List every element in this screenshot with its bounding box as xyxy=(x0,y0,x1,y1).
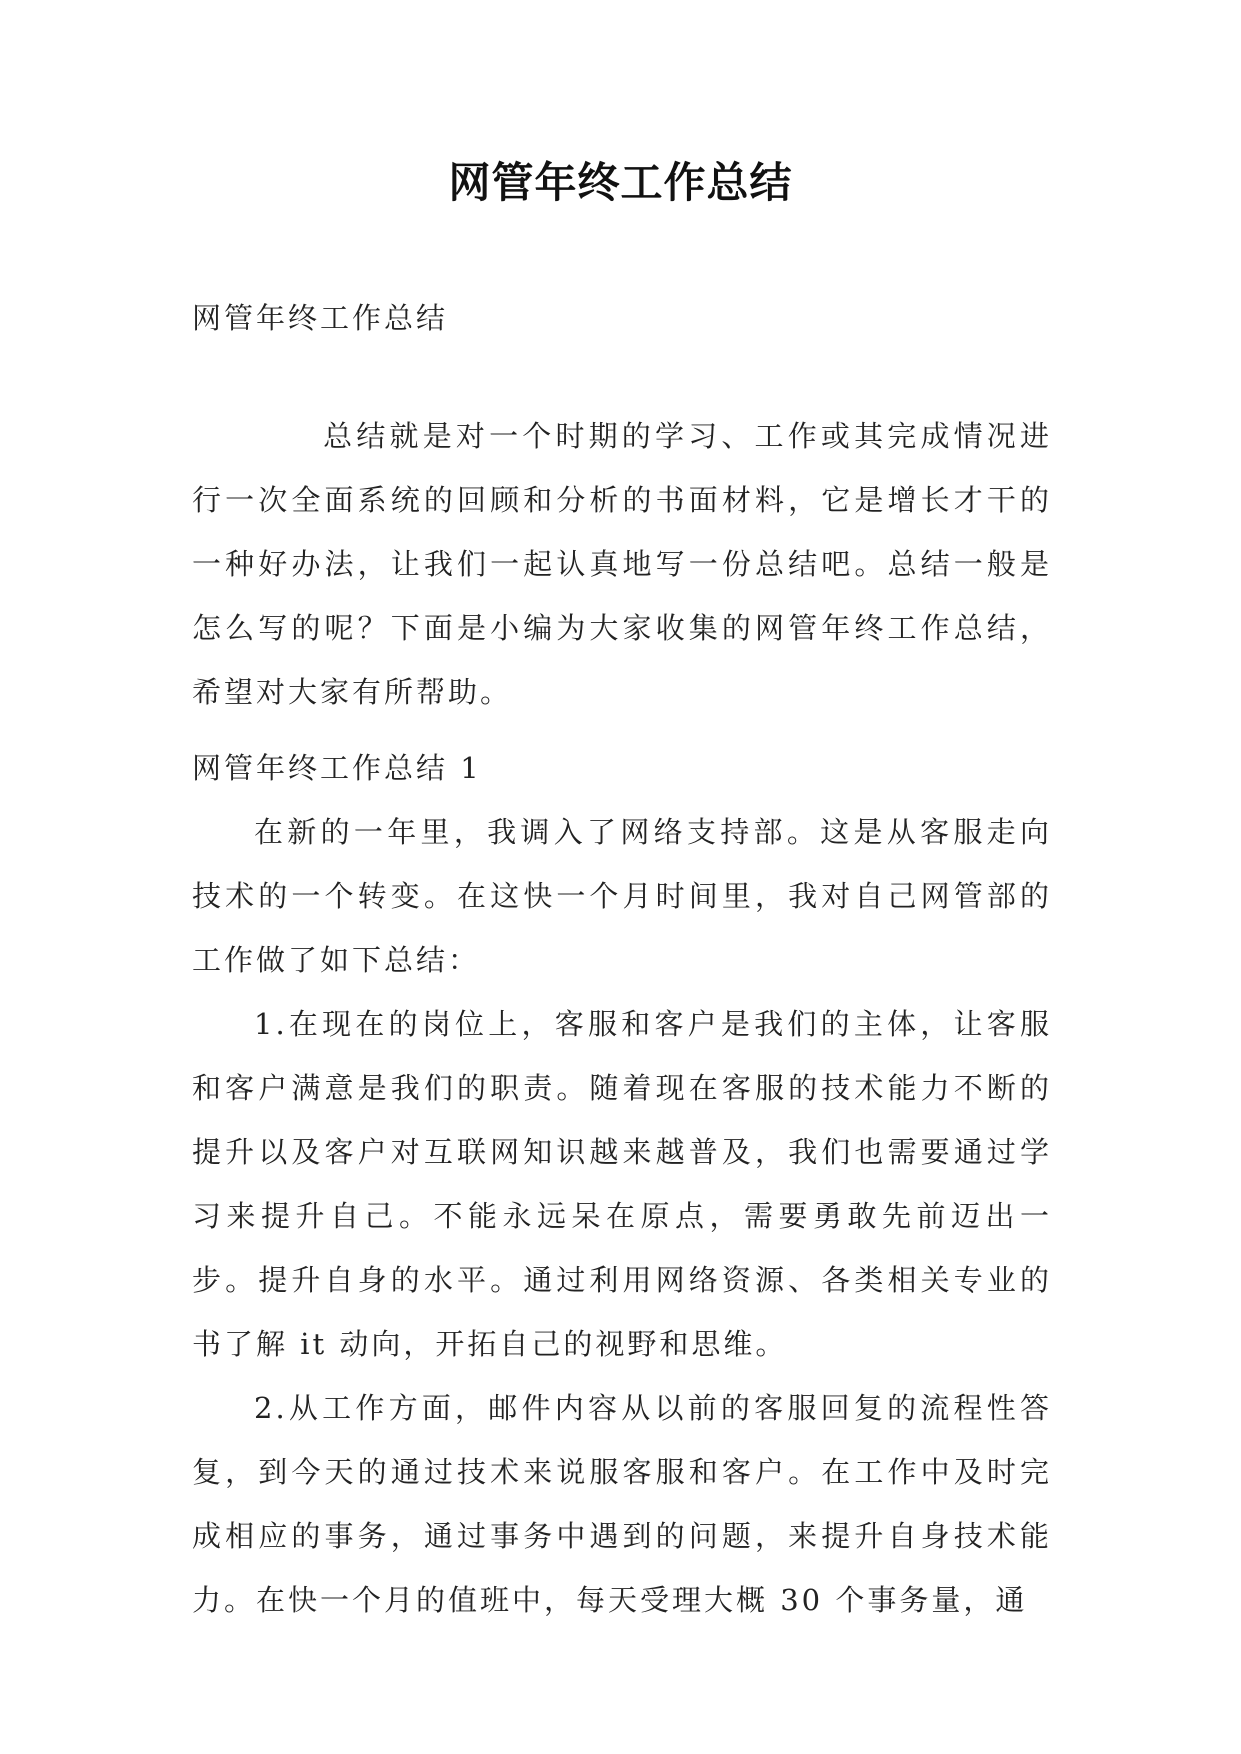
body-paragraph: 在新的一年里，我调入了网络支持部。这是从客服走向技术的一个转变。在这快一个月时间里，我对自己网管部的工作做了如下总结： xyxy=(192,815,1052,977)
intro-paragraph xyxy=(192,404,1052,724)
intro-text: 总结就是对一个时期的学习、工作或其完成情况进行一次全面系统的回顾和分析的书面材料，它是增长才干的一种好办法，让我们一起认真地写一份总结吧。总结一般是怎么写的呢？下面是小编为大家收集的网管年终工作总结，希望对大家有所帮助。 xyxy=(192,419,1052,709)
document-subtitle: 网管年终工作总结 xyxy=(192,301,449,335)
body-paragraph: 1.在现在的岗位上，客服和客户是我们的主体，让客服和客户满意是我们的职责。随着现在客服的技术能力不断的提升以及客户对互联网知识越来越普及，我们也需要通过学习来提升自己。不能永远呆在原点，需要勇敢先前迈出一步。提升自身的水平。通过利用网络资源、各类相关专业的书了解 it 动向，开拓自己的视野和思维。 xyxy=(192,1007,1052,1361)
document-title: 网管年终工作总结 xyxy=(448,158,793,207)
section-title: 网管年终工作总结 1 xyxy=(192,751,482,785)
section-body xyxy=(192,800,1052,1632)
body-paragraph: 2.从工作方面，邮件内容从以前的客服回复的流程性答复，到今天的通过技术来说服客服和客户。在工作中及时完成相应的事务，通过事务中遇到的问题，来提升自身技术能力。在快一个月的值班中，每天受理大概 30 个事务量，通 xyxy=(192,1391,1052,1617)
